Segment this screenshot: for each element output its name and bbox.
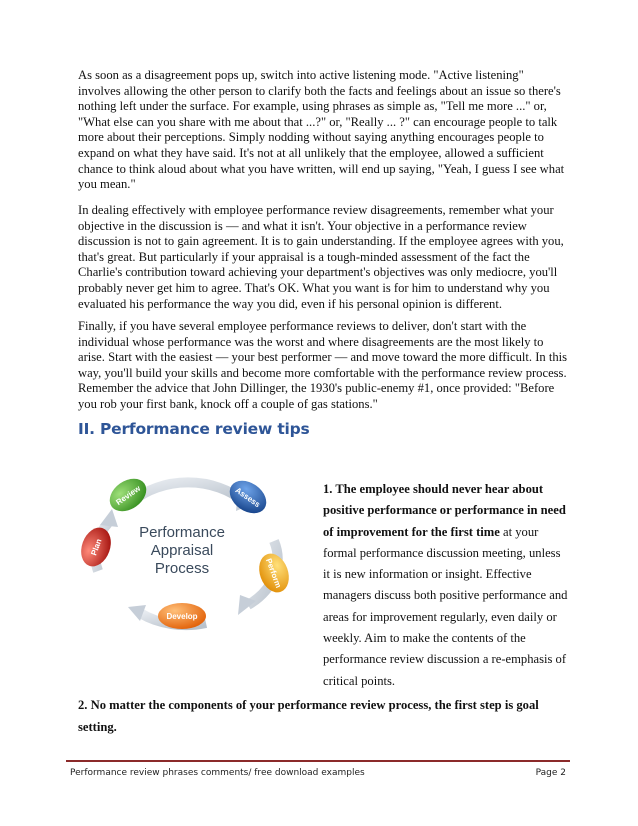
stage-plan-label: Plan — [89, 537, 104, 557]
page-number: Page 2 — [535, 768, 566, 778]
footer-title: Performance review phrases comments/ free download examples — [70, 768, 365, 778]
diagram-title-line3: Process — [154, 560, 210, 577]
tip-2: 2. No matter the components of your performance review process, the first step is goal setting. — [78, 698, 539, 734]
stage-develop-label: Develop — [166, 612, 198, 621]
paragraph-ordering-reviews: Finally, if you have several employee performance reviews to deliver, don't start with the individual whose performance was the worst and where disagreements are the most likely to arise. Start with the easiest — your best performer — and move toward the more difficult. In this way, you'll build your skills and become more comfortable with the performance review process. Remember the advice that John Dillinger, the 1930's public-enemy #1, once provided: "Before you rob your first bank, knock off a couple of gas stations." — [78, 319, 568, 411]
stage-assess — [224, 474, 273, 520]
stage-plan — [78, 523, 116, 570]
tip-1-bold: 1. The employee should never hear about positive performance or performance in need of improvement for the first time — [323, 482, 566, 539]
tip-1 — [323, 479, 568, 692]
stage-review-label: Review — [114, 483, 143, 508]
stage-assess-label: Assess — [233, 485, 262, 510]
footer-divider — [66, 760, 570, 762]
diagram-title-line2: Appraisal — [150, 542, 214, 559]
performance-appraisal-diagram — [78, 473, 300, 633]
paragraph-disagreements: In dealing effectively with employee performance review disagreements, remember what your objective in the discussion is — and what it isn't. Your objective in a performance review discussion is not to gain agreement. It is to gain understanding. If the employee agrees with you, that's great. But particularly if your appraisal is a tough-minded assessment of the fact the Charlie's contribution toward achieving your department's objectives was only mediocre, you'll probably never get him to agree. That's OK. What you want is for him to understand why you evaluated his performance the way you did, even if his personal opinion is different. — [78, 203, 564, 311]
diagram-title — [139, 524, 225, 577]
paragraph-active-listening: As soon as a disagreement pops up, switch into active listening mode. "Active listening" involves allowing the other person to clarify both the facts and feelings about an issue so there's nothing left under the surface. For example, using phrases as simple as, "Tell me more ..." or, "What else can you share with me about that ...?" or, "Really ... ?" can encourage people to talk more about their perceptions. Simply nodding without saying anything encourages people to expand on what they have said. It's not at all unlikely that the employee, allowed a sufficient chance to think aloud about what you have written, will end up saying, "Yeah, I guess I see what you mean." — [78, 68, 565, 192]
diagram-title-line1: Performance — [139, 524, 225, 541]
tip-1-rest: at your formal performance discussion meeting, unless it is new information or insight. Effective managers discuss both positive performance and areas for improvement regularly, even daily or weekly. Aim to make the contents of the performance review discussion a re-emphasis of critical points. — [323, 524, 568, 688]
stage-perform-label: Perform — [264, 557, 284, 590]
stage-develop — [158, 603, 206, 629]
section-heading: II. Performance review tips — [78, 420, 310, 438]
